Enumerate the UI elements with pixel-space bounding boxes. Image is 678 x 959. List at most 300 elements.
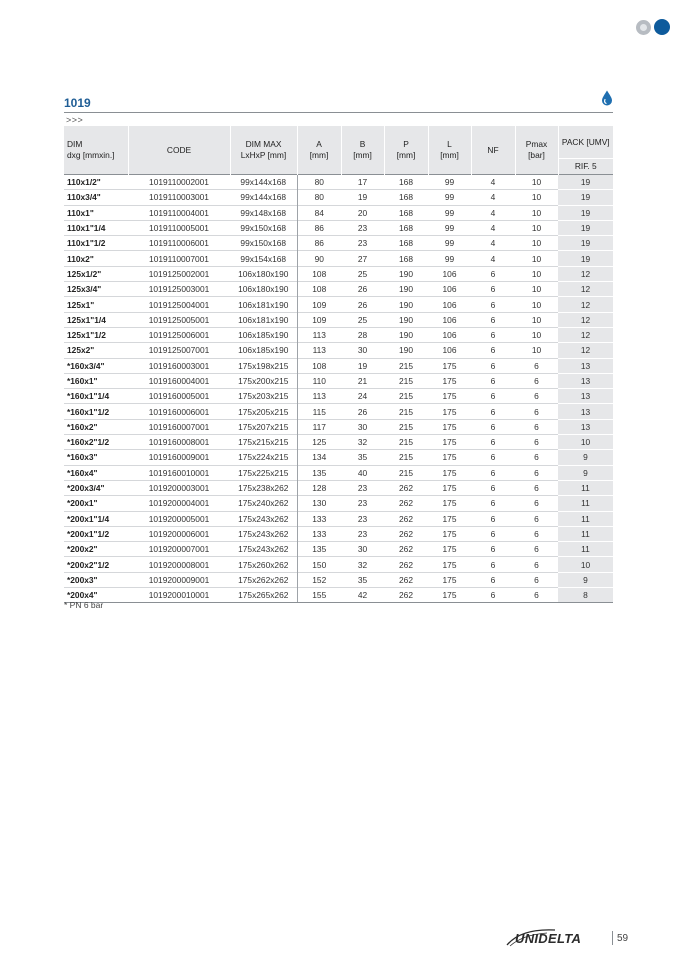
cell-a: 125 <box>297 435 341 450</box>
cell-dimmax: 175x225x215 <box>230 465 297 480</box>
product-code-title: 1019 <box>64 96 91 110</box>
table-row <box>64 236 613 251</box>
table-row <box>64 282 613 297</box>
cell-nf: 4 <box>471 190 515 205</box>
table-row <box>64 343 613 358</box>
cell-a: 80 <box>297 175 341 190</box>
cell-dim: *160x3/4" <box>64 358 128 373</box>
cell-b: 19 <box>341 190 384 205</box>
cell-dimmax: 175x200x215 <box>230 373 297 388</box>
cell-nf: 6 <box>471 389 515 404</box>
cell-dimmax: 106x180x190 <box>230 266 297 281</box>
cell-pack: 8 <box>558 588 613 603</box>
cell-a: 135 <box>297 465 341 480</box>
cell-code: 1019160009001 <box>128 450 230 465</box>
cell-pack: 9 <box>558 450 613 465</box>
cell-b: 23 <box>341 496 384 511</box>
cell-pack: 11 <box>558 480 613 495</box>
cell-b: 25 <box>341 312 384 327</box>
cell-nf: 4 <box>471 220 515 235</box>
cell-l: 175 <box>428 450 471 465</box>
cell-dim: *200x3" <box>64 572 128 587</box>
cell-l: 106 <box>428 282 471 297</box>
column-header-code: CODE <box>128 126 230 175</box>
cell-a: 109 <box>297 297 341 312</box>
cell-p: 190 <box>384 266 428 281</box>
cell-a: 133 <box>297 511 341 526</box>
cell-p: 262 <box>384 480 428 495</box>
table-row <box>64 557 613 572</box>
cell-nf: 4 <box>471 251 515 266</box>
cell-code: 1019200005001 <box>128 511 230 526</box>
cell-a: 113 <box>297 327 341 342</box>
cell-l: 175 <box>428 373 471 388</box>
cell-dimmax: 99x144x168 <box>230 190 297 205</box>
cell-pmax: 6 <box>515 465 558 480</box>
cell-pack: 13 <box>558 358 613 373</box>
cell-l: 106 <box>428 312 471 327</box>
cell-pack: 19 <box>558 175 613 190</box>
cell-l: 99 <box>428 251 471 266</box>
cell-nf: 6 <box>471 419 515 434</box>
table-row <box>64 480 613 495</box>
cell-dimmax: 175x215x215 <box>230 435 297 450</box>
table-row <box>64 266 613 281</box>
cell-pack: 12 <box>558 297 613 312</box>
table-row <box>64 312 613 327</box>
cell-pack: 19 <box>558 205 613 220</box>
cell-pmax: 6 <box>515 419 558 434</box>
cell-pack: 13 <box>558 419 613 434</box>
cell-pmax: 6 <box>515 435 558 450</box>
water-drop-icon <box>601 90 613 106</box>
cell-p: 215 <box>384 389 428 404</box>
cell-a: 113 <box>297 389 341 404</box>
table-row <box>64 526 613 541</box>
cell-code: 1019160006001 <box>128 404 230 419</box>
cell-l: 175 <box>428 435 471 450</box>
cell-b: 30 <box>341 542 384 557</box>
cell-pmax: 6 <box>515 404 558 419</box>
cell-pack: 12 <box>558 282 613 297</box>
cell-code: 1019125007001 <box>128 343 230 358</box>
cell-pack: 13 <box>558 389 613 404</box>
cell-dimmax: 99x144x168 <box>230 175 297 190</box>
cell-pack: 19 <box>558 190 613 205</box>
cell-code: 1019125003001 <box>128 282 230 297</box>
cell-dim: *200x2" <box>64 542 128 557</box>
cell-pmax: 10 <box>515 220 558 235</box>
cell-nf: 6 <box>471 450 515 465</box>
cell-l: 175 <box>428 480 471 495</box>
cell-p: 190 <box>384 297 428 312</box>
cell-a: 110 <box>297 373 341 388</box>
cell-a: 86 <box>297 220 341 235</box>
table-row <box>64 542 613 557</box>
cell-pmax: 10 <box>515 312 558 327</box>
cell-b: 32 <box>341 435 384 450</box>
cell-dim: *200x3/4" <box>64 480 128 495</box>
cell-l: 175 <box>428 465 471 480</box>
cell-pmax: 6 <box>515 526 558 541</box>
cell-p: 215 <box>384 373 428 388</box>
cell-b: 23 <box>341 480 384 495</box>
cell-code: 1019125006001 <box>128 327 230 342</box>
cell-b: 26 <box>341 282 384 297</box>
cell-pmax: 6 <box>515 480 558 495</box>
column-header-a: A [mm] <box>297 126 341 175</box>
cell-code: 1019160005001 <box>128 389 230 404</box>
cell-p: 168 <box>384 190 428 205</box>
cell-pmax: 6 <box>515 450 558 465</box>
cell-p: 168 <box>384 236 428 251</box>
cell-dimmax: 175x238x262 <box>230 480 297 495</box>
table-row <box>64 465 613 480</box>
cell-b: 19 <box>341 358 384 373</box>
cell-b: 23 <box>341 236 384 251</box>
cell-a: 134 <box>297 450 341 465</box>
cell-pmax: 10 <box>515 327 558 342</box>
cell-dim: *160x3" <box>64 450 128 465</box>
cell-code: 1019160007001 <box>128 419 230 434</box>
column-header-nf: NF <box>471 126 515 175</box>
blue-dot-icon <box>654 19 670 35</box>
column-header-rif: RIF. 5 <box>558 159 613 175</box>
cell-dim: *160x1"1/2 <box>64 404 128 419</box>
cell-pack: 12 <box>558 327 613 342</box>
cell-a: 128 <box>297 480 341 495</box>
footnote: * PN 6 bar <box>64 600 104 610</box>
cell-nf: 6 <box>471 282 515 297</box>
cell-dimmax: 106x181x190 <box>230 312 297 327</box>
cell-dimmax: 175x243x262 <box>230 542 297 557</box>
cell-dimmax: 99x150x168 <box>230 236 297 251</box>
cell-l: 175 <box>428 588 471 603</box>
cell-nf: 6 <box>471 373 515 388</box>
cell-nf: 6 <box>471 542 515 557</box>
cell-pack: 19 <box>558 220 613 235</box>
cell-a: 135 <box>297 542 341 557</box>
cell-pack: 12 <box>558 312 613 327</box>
cell-dimmax: 175x262x262 <box>230 572 297 587</box>
cell-a: 80 <box>297 190 341 205</box>
cell-l: 175 <box>428 542 471 557</box>
cell-dim: *200x1"1/2 <box>64 526 128 541</box>
cell-code: 1019160003001 <box>128 358 230 373</box>
cell-dim: *160x2"1/2 <box>64 435 128 450</box>
table-row <box>64 450 613 465</box>
cell-l: 175 <box>428 496 471 511</box>
cell-a: 90 <box>297 251 341 266</box>
cell-code: 1019160010001 <box>128 465 230 480</box>
table-row <box>64 190 613 205</box>
cell-pmax: 6 <box>515 373 558 388</box>
cell-nf: 6 <box>471 496 515 511</box>
cell-pack: 11 <box>558 542 613 557</box>
cell-a: 152 <box>297 572 341 587</box>
cell-dim: *160x1" <box>64 373 128 388</box>
cell-pack: 11 <box>558 526 613 541</box>
cell-nf: 6 <box>471 358 515 373</box>
cell-a: 109 <box>297 312 341 327</box>
cell-dim: 125x3/4" <box>64 282 128 297</box>
cell-dimmax: 175x207x215 <box>230 419 297 434</box>
cell-dim: 125x1" <box>64 297 128 312</box>
cell-l: 175 <box>428 389 471 404</box>
cell-pmax: 10 <box>515 236 558 251</box>
cell-a: 108 <box>297 266 341 281</box>
cell-p: 262 <box>384 496 428 511</box>
column-header-pack: PACK [UMV] <box>558 126 613 159</box>
cell-pack: 19 <box>558 236 613 251</box>
cell-dimmax: 99x148x168 <box>230 205 297 220</box>
cell-pack: 9 <box>558 465 613 480</box>
cell-code: 1019200004001 <box>128 496 230 511</box>
cell-b: 23 <box>341 220 384 235</box>
table-row <box>64 297 613 312</box>
cell-l: 175 <box>428 572 471 587</box>
cell-pack: 19 <box>558 251 613 266</box>
cell-dim: *160x2" <box>64 419 128 434</box>
cell-b: 25 <box>341 266 384 281</box>
cell-pmax: 6 <box>515 389 558 404</box>
cell-dim: 110x3/4" <box>64 190 128 205</box>
breadcrumb: >>> <box>66 115 84 125</box>
cell-pmax: 10 <box>515 266 558 281</box>
cell-dim: *200x4" <box>64 588 128 603</box>
cell-p: 215 <box>384 358 428 373</box>
cell-l: 99 <box>428 190 471 205</box>
cell-dim: 110x1" <box>64 205 128 220</box>
cell-code: 1019110003001 <box>128 190 230 205</box>
column-header-p: P [mm] <box>384 126 428 175</box>
cell-l: 99 <box>428 236 471 251</box>
cell-b: 23 <box>341 526 384 541</box>
table-row <box>64 205 613 220</box>
cell-dimmax: 106x180x190 <box>230 282 297 297</box>
cell-a: 113 <box>297 343 341 358</box>
cell-nf: 6 <box>471 526 515 541</box>
cell-p: 190 <box>384 327 428 342</box>
brand-name: UNIDELTA <box>515 931 582 946</box>
cell-pmax: 6 <box>515 572 558 587</box>
brand-logo <box>505 928 605 948</box>
cell-p: 168 <box>384 220 428 235</box>
cell-pack: 12 <box>558 266 613 281</box>
cell-nf: 6 <box>471 327 515 342</box>
cell-p: 190 <box>384 343 428 358</box>
cell-b: 24 <box>341 389 384 404</box>
cell-pmax: 6 <box>515 358 558 373</box>
cell-dimmax: 106x185x190 <box>230 327 297 342</box>
cell-p: 262 <box>384 572 428 587</box>
cell-nf: 6 <box>471 572 515 587</box>
cell-a: 108 <box>297 358 341 373</box>
cell-pack: 9 <box>558 572 613 587</box>
cell-p: 168 <box>384 251 428 266</box>
cell-b: 42 <box>341 588 384 603</box>
cell-nf: 6 <box>471 435 515 450</box>
cell-p: 262 <box>384 542 428 557</box>
cell-code: 1019110002001 <box>128 175 230 190</box>
table-row <box>64 358 613 373</box>
cell-nf: 6 <box>471 511 515 526</box>
cell-nf: 4 <box>471 175 515 190</box>
cell-pmax: 10 <box>515 175 558 190</box>
cell-pack: 10 <box>558 435 613 450</box>
cell-dim: *160x1"1/4 <box>64 389 128 404</box>
cell-nf: 6 <box>471 266 515 281</box>
cell-p: 215 <box>384 419 428 434</box>
table-row <box>64 251 613 266</box>
cell-dimmax: 175x224x215 <box>230 450 297 465</box>
cell-l: 99 <box>428 205 471 220</box>
cell-nf: 6 <box>471 588 515 603</box>
cell-code: 1019110007001 <box>128 251 230 266</box>
cell-nf: 6 <box>471 312 515 327</box>
cell-dim: *200x1"1/4 <box>64 511 128 526</box>
cell-nf: 4 <box>471 205 515 220</box>
cell-p: 168 <box>384 205 428 220</box>
cell-pack: 13 <box>558 404 613 419</box>
cell-nf: 6 <box>471 557 515 572</box>
cell-code: 1019200008001 <box>128 557 230 572</box>
cell-l: 99 <box>428 175 471 190</box>
cell-b: 26 <box>341 404 384 419</box>
cell-dimmax: 175x243x262 <box>230 511 297 526</box>
cell-l: 99 <box>428 220 471 235</box>
cell-pmax: 10 <box>515 343 558 358</box>
cell-p: 190 <box>384 282 428 297</box>
cell-dim: 110x1"1/2 <box>64 236 128 251</box>
cell-b: 40 <box>341 465 384 480</box>
cell-dimmax: 106x181x190 <box>230 297 297 312</box>
cell-a: 108 <box>297 282 341 297</box>
cell-dimmax: 175x260x262 <box>230 557 297 572</box>
cell-dimmax: 175x205x215 <box>230 404 297 419</box>
cell-dimmax: 175x240x262 <box>230 496 297 511</box>
page-number-divider <box>612 931 613 945</box>
cell-code: 1019110004001 <box>128 205 230 220</box>
cell-dim: *160x4" <box>64 465 128 480</box>
table-row <box>64 572 613 587</box>
cell-code: 1019200009001 <box>128 572 230 587</box>
cell-p: 215 <box>384 465 428 480</box>
cell-nf: 6 <box>471 404 515 419</box>
column-header-dimmax: DIM MAX LxHxP [mm] <box>230 126 297 175</box>
cell-b: 21 <box>341 373 384 388</box>
table-row <box>64 496 613 511</box>
cell-dimmax: 106x185x190 <box>230 343 297 358</box>
table-row <box>64 175 613 190</box>
cell-pmax: 10 <box>515 190 558 205</box>
cell-pmax: 6 <box>515 511 558 526</box>
cell-dimmax: 175x203x215 <box>230 389 297 404</box>
table-row <box>64 327 613 342</box>
cell-pack: 13 <box>558 373 613 388</box>
page-number: 59 <box>617 933 629 944</box>
cell-code: 1019110006001 <box>128 236 230 251</box>
cell-dim: 110x1/2" <box>64 175 128 190</box>
cell-a: 150 <box>297 557 341 572</box>
table-row <box>64 435 613 450</box>
cell-dim: *200x2"1/2 <box>64 557 128 572</box>
cell-p: 215 <box>384 404 428 419</box>
cell-pack: 12 <box>558 343 613 358</box>
cell-code: 1019200006001 <box>128 526 230 541</box>
cell-dim: 110x1"1/4 <box>64 220 128 235</box>
cell-l: 175 <box>428 419 471 434</box>
cell-dim: 125x1"1/4 <box>64 312 128 327</box>
title-divider <box>64 112 613 113</box>
cell-code: 1019125004001 <box>128 297 230 312</box>
cell-b: 23 <box>341 511 384 526</box>
cell-pack: 11 <box>558 511 613 526</box>
cell-code: 1019125005001 <box>128 312 230 327</box>
cell-code: 1019160004001 <box>128 373 230 388</box>
table-row <box>64 389 613 404</box>
cell-nf: 4 <box>471 236 515 251</box>
cell-dim: 125x2" <box>64 343 128 358</box>
cell-pmax: 6 <box>515 496 558 511</box>
column-header-b: B [mm] <box>341 126 384 175</box>
cell-a: 133 <box>297 526 341 541</box>
cell-code: 1019200007001 <box>128 542 230 557</box>
cell-p: 190 <box>384 312 428 327</box>
table-row <box>64 588 613 603</box>
table-row <box>64 419 613 434</box>
cell-pmax: 6 <box>515 557 558 572</box>
cell-dim: 125x1/2" <box>64 266 128 281</box>
cell-dimmax: 175x198x215 <box>230 358 297 373</box>
cell-a: 86 <box>297 236 341 251</box>
cell-dim: 125x1"1/2 <box>64 327 128 342</box>
table-row <box>64 373 613 388</box>
cell-l: 106 <box>428 266 471 281</box>
cell-code: 1019160008001 <box>128 435 230 450</box>
cell-l: 106 <box>428 343 471 358</box>
top-right-dots <box>636 19 672 35</box>
cell-p: 168 <box>384 175 428 190</box>
cell-a: 155 <box>297 588 341 603</box>
cell-p: 262 <box>384 526 428 541</box>
cell-l: 175 <box>428 511 471 526</box>
column-header-pmax: Pmax [bar] <box>515 126 558 175</box>
cell-pmax: 6 <box>515 542 558 557</box>
cell-code: 1019200010001 <box>128 588 230 603</box>
cell-pmax: 6 <box>515 588 558 603</box>
cell-b: 27 <box>341 251 384 266</box>
cell-nf: 6 <box>471 480 515 495</box>
cell-nf: 6 <box>471 343 515 358</box>
cell-a: 115 <box>297 404 341 419</box>
table-row <box>64 404 613 419</box>
grey-dot-icon <box>636 20 651 35</box>
cell-l: 106 <box>428 297 471 312</box>
cell-l: 175 <box>428 526 471 541</box>
cell-p: 262 <box>384 511 428 526</box>
cell-a: 130 <box>297 496 341 511</box>
cell-pmax: 10 <box>515 205 558 220</box>
cell-b: 30 <box>341 419 384 434</box>
cell-code: 1019200003001 <box>128 480 230 495</box>
cell-b: 30 <box>341 343 384 358</box>
cell-dimmax: 175x265x262 <box>230 588 297 603</box>
column-header-l: L [mm] <box>428 126 471 175</box>
cell-dim: *200x1" <box>64 496 128 511</box>
cell-dimmax: 175x243x262 <box>230 526 297 541</box>
cell-a: 84 <box>297 205 341 220</box>
